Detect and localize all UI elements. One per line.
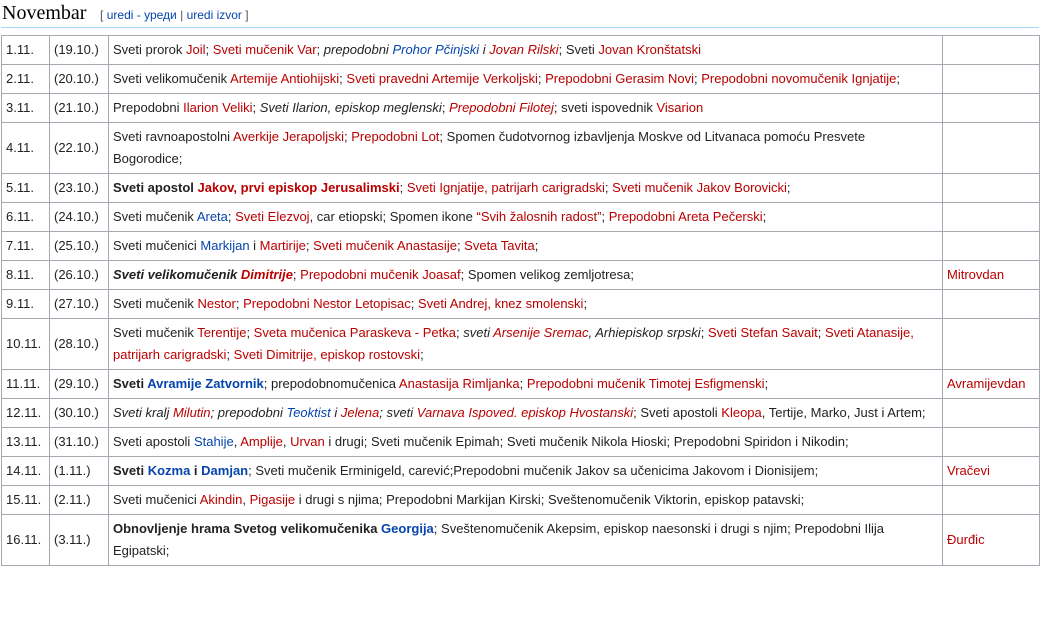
description-text: ; sveti xyxy=(379,405,417,420)
old-style-date: (29.10.) xyxy=(50,370,109,399)
saint-link[interactable]: Jovan Kronštatski xyxy=(598,42,701,57)
saints-description xyxy=(109,399,943,428)
new-style-date: 5.11. xyxy=(2,174,50,203)
description-text: i xyxy=(479,42,490,57)
description-text: ; xyxy=(399,180,407,195)
calendar-row xyxy=(2,123,1040,174)
description-text: Sveti prorok xyxy=(113,42,186,57)
description-text: ; xyxy=(410,296,418,311)
saint-link[interactable]: Arsenije Sremac xyxy=(493,325,589,340)
description-text: ; prepodobni xyxy=(210,405,287,420)
calendar-row xyxy=(2,319,1040,370)
saint-link[interactable]: Sveti pravedni Artemije Verkoljski xyxy=(346,71,538,86)
saints-description xyxy=(109,457,943,486)
new-style-date: 4.11. xyxy=(2,123,50,174)
edit-link[interactable]: uredi - уреди xyxy=(106,8,177,22)
old-style-date: (22.10.) xyxy=(50,123,109,174)
saints-description xyxy=(109,232,943,261)
saint-link[interactable]: Amplije xyxy=(240,434,283,449)
saint-link[interactable]: Sveti Andrej, knez smolenski xyxy=(417,296,584,311)
description-text: ; xyxy=(896,71,900,86)
feast-name xyxy=(943,65,1040,94)
saint-link[interactable]: Prepodobni novomučenik Ignjatije xyxy=(701,71,897,86)
description-text: i xyxy=(330,405,341,420)
feast-name xyxy=(943,203,1040,232)
description-text: ; Sveti mučenik Erminigeld, carević;Prepodobni mučenik Jakov sa učenicima Jakovom i Dionisijem; xyxy=(248,463,819,478)
feast-name xyxy=(943,232,1040,261)
saint-link[interactable]: Sveti mučenik Anastasije xyxy=(313,238,457,253)
saint-link[interactable]: Urvan xyxy=(290,434,325,449)
description-text: ; xyxy=(537,71,546,86)
description-text: ; xyxy=(583,296,588,311)
description-text: ; xyxy=(292,267,301,282)
saint-link[interactable]: Sveti Ignjatije, patrijarh carigradski xyxy=(406,180,605,195)
section-title: Novembar xyxy=(2,2,87,24)
saint-link[interactable]: Georgija xyxy=(381,521,434,536)
description-text: ; xyxy=(786,180,791,195)
feast-name xyxy=(943,290,1040,319)
saint-link[interactable]: Akindin xyxy=(199,492,243,507)
saint-link[interactable]: Varnava Ispoved. episkop Hvostanski xyxy=(416,405,634,420)
saint-link[interactable]: Averkije Jerapoljski xyxy=(232,129,344,144)
new-style-date: 15.11. xyxy=(2,486,50,515)
feast-link[interactable]: Đurđic xyxy=(947,532,985,547)
old-style-date: (1.11.) xyxy=(50,457,109,486)
description-text: ; xyxy=(558,42,566,57)
saints-description xyxy=(109,94,943,123)
saint-link[interactable]: Pigasije xyxy=(249,492,296,507)
saint-link[interactable]: Areta xyxy=(196,209,228,224)
description-text: Sveti mučenici xyxy=(113,238,201,253)
saint-link[interactable]: Prepodobni Filotej xyxy=(449,100,554,115)
description-text: Sveti mučenik xyxy=(113,296,198,311)
saint-link[interactable]: Avramije Zatvornik xyxy=(147,376,264,391)
saint-link[interactable]: Ilarion Veliki xyxy=(183,100,253,115)
new-style-date: 10.11. xyxy=(2,319,50,370)
description-text: Sveti xyxy=(113,376,148,391)
new-style-date: 13.11. xyxy=(2,428,50,457)
saints-description xyxy=(109,515,943,566)
separator: | xyxy=(180,8,184,22)
edit-section-links xyxy=(100,8,249,22)
feast-name xyxy=(943,319,1040,370)
description-text: ; xyxy=(305,238,314,253)
description-text: Sveti mučenici xyxy=(113,492,200,507)
description-text: ; xyxy=(764,376,769,391)
description-text: Sveti mučenik xyxy=(113,325,198,340)
description-text: ; xyxy=(246,325,254,340)
feast-link[interactable]: Avramijevdan xyxy=(947,376,1026,391)
feast-link[interactable]: Mitrovdan xyxy=(947,267,1005,282)
description-text: , xyxy=(233,434,241,449)
old-style-date: (25.10.) xyxy=(50,232,109,261)
calendar-row xyxy=(2,174,1040,203)
saint-link[interactable]: Damjan xyxy=(201,463,249,478)
saint-link[interactable]: Martirije xyxy=(259,238,306,253)
description-text: ; xyxy=(226,347,234,362)
description-text: ; xyxy=(693,71,702,86)
description-text: prepodobni xyxy=(323,42,393,57)
saint-link[interactable]: Artemije Antiohijski xyxy=(230,71,340,86)
old-style-date: (26.10.) xyxy=(50,261,109,290)
section-heading xyxy=(1,0,1039,28)
saints-description xyxy=(109,65,943,94)
description-text: Sveti velikomučenik xyxy=(113,71,231,86)
saint-link[interactable]: Sveta mučenica Paraskeva - Petka xyxy=(253,325,456,340)
description-text: Obnovljenje hrama Svetog velikomučenika xyxy=(113,521,382,536)
calendar-row xyxy=(2,203,1040,232)
calendar-row xyxy=(2,515,1040,566)
bracket-open: [ xyxy=(100,8,104,22)
saints-description xyxy=(109,319,943,370)
saints-description xyxy=(109,123,943,174)
old-style-date: (28.10.) xyxy=(50,319,109,370)
old-style-date: (31.10.) xyxy=(50,428,109,457)
calendar-row xyxy=(2,486,1040,515)
calendar-table xyxy=(1,35,1040,566)
feast-name xyxy=(943,515,1040,566)
description-text: , xyxy=(242,492,250,507)
saint-link[interactable]: Prepodobni Areta Pečerski xyxy=(608,209,763,224)
calendar-row xyxy=(2,399,1040,428)
description-text: ; xyxy=(553,100,562,115)
new-style-date: 16.11. xyxy=(2,515,50,566)
saints-description xyxy=(109,290,943,319)
new-style-date: 1.11. xyxy=(2,36,50,65)
calendar-row xyxy=(2,428,1040,457)
new-style-date: 12.11. xyxy=(2,399,50,428)
saint-link[interactable]: Nestor xyxy=(197,296,236,311)
feast-name xyxy=(943,370,1040,399)
description-text: sveti ispovednik xyxy=(561,100,657,115)
description-text: ; xyxy=(420,347,424,362)
description-text: ; Spomen velikog zemljotresa; xyxy=(460,267,635,282)
calendar-row xyxy=(2,65,1040,94)
feast-name xyxy=(943,261,1040,290)
saint-link[interactable]: Prepodobni Nestor Letopisac xyxy=(243,296,411,311)
saint-link[interactable]: Jakov, prvi episkop Jerusalimski xyxy=(197,180,400,195)
new-style-date: 7.11. xyxy=(2,232,50,261)
feast-name xyxy=(943,399,1040,428)
bracket-close: ] xyxy=(245,8,249,22)
saint-link[interactable]: Milutin xyxy=(172,405,211,420)
calendar-row xyxy=(2,232,1040,261)
saint-link[interactable]: Kleopa xyxy=(721,405,762,420)
saint-link[interactable]: Sveta Tavita xyxy=(464,238,535,253)
description-text: ; xyxy=(316,42,324,57)
saints-description xyxy=(109,36,943,65)
old-style-date: (19.10.) xyxy=(50,36,109,65)
description-text: ; xyxy=(817,325,826,340)
description-text: ; Sveštenomučenik Akepsim, episkop naesonski i drugi s njim; Prepodobni Ilija Egipatski; xyxy=(113,521,884,558)
feast-name xyxy=(943,123,1040,174)
saint-link[interactable]: Jelena xyxy=(340,405,380,420)
feast-name xyxy=(943,36,1040,65)
description-text: ; xyxy=(534,238,539,253)
old-style-date: (24.10.) xyxy=(50,203,109,232)
calendar-body xyxy=(2,36,1040,566)
saint-link[interactable]: “Svih žalosnih radost” xyxy=(476,209,602,224)
saint-link[interactable]: Prepodobni Gerasim Novi xyxy=(545,71,694,86)
saints-description xyxy=(109,261,943,290)
saint-link[interactable]: Sveti Elezvoj xyxy=(235,209,310,224)
description-text: ; xyxy=(205,42,213,57)
calendar-row xyxy=(2,94,1040,123)
old-style-date: (23.10.) xyxy=(50,174,109,203)
saints-description xyxy=(109,174,943,203)
saint-link[interactable]: Teoktist xyxy=(286,405,331,420)
description-text: Sveti Ilarion, episkop meglenski xyxy=(259,100,442,115)
new-style-date: 8.11. xyxy=(2,261,50,290)
description-text: ; xyxy=(519,376,527,391)
description-text: ; xyxy=(439,129,447,144)
description-text: ; xyxy=(441,100,450,115)
description-text: i drugi; Sveti mučenik Epimah; Sveti mučenik Nikola Hioski; Prepodobni Spiridon i Nikodin; xyxy=(324,434,849,449)
old-style-date: (2.11.) xyxy=(50,486,109,515)
new-style-date: 14.11. xyxy=(2,457,50,486)
calendar-row xyxy=(2,36,1040,65)
saints-description xyxy=(109,486,943,515)
new-style-date: 9.11. xyxy=(2,290,50,319)
old-style-date: (3.11.) xyxy=(50,515,109,566)
saint-link[interactable]: Joil xyxy=(185,42,206,57)
calendar-row xyxy=(2,290,1040,319)
feast-name xyxy=(943,457,1040,486)
description-text: , Arhiepiskop srpski xyxy=(588,325,701,340)
description-text: Sveti apostoli xyxy=(640,405,722,420)
feast-name xyxy=(943,174,1040,203)
description-text: Sveti velikomučenik xyxy=(113,267,241,282)
description-text: ; xyxy=(604,180,613,195)
description-text: ; xyxy=(344,129,352,144)
description-text: Sveti xyxy=(565,42,599,57)
description-text: ; xyxy=(235,296,244,311)
description-text: i xyxy=(190,463,202,478)
saint-link[interactable]: Sveti Atanasije, patrijarh carigradski xyxy=(113,325,914,362)
description-text: ; xyxy=(456,238,465,253)
description-text: Sveti ravnoapostolni xyxy=(113,129,233,144)
saint-link[interactable]: Kozma xyxy=(147,463,191,478)
feast-link[interactable]: Vračevi xyxy=(947,463,990,478)
feast-name xyxy=(943,428,1040,457)
saint-link[interactable]: Sveti Stefan Savait xyxy=(707,325,818,340)
description-text: Sveti mučenik xyxy=(113,209,197,224)
description-text: ; xyxy=(700,325,708,340)
saint-link[interactable]: Sveti Dimitrije, episkop rostovski xyxy=(233,347,421,362)
new-style-date: 2.11. xyxy=(2,65,50,94)
old-style-date: (30.10.) xyxy=(50,399,109,428)
edit-source-link[interactable]: uredi izvor xyxy=(186,8,242,22)
saint-link[interactable]: Anastasija Rimljanka xyxy=(398,376,520,391)
saint-link[interactable]: Dimitrije xyxy=(240,267,293,282)
saint-link[interactable]: Prohor Pčinjski xyxy=(392,42,480,57)
feast-name xyxy=(943,94,1040,123)
description-text: i drugi s njima; Prepodobni Markijan Kirski; Sveštenomučenik Viktorin, episkop patavski; xyxy=(295,492,805,507)
new-style-date: 6.11. xyxy=(2,203,50,232)
description-text: , car etiopski; Spomen ikone xyxy=(309,209,477,224)
description-text: Spomen čudotvornog izbavljenja Moskve od Litvanaca pomoću Presvete Bogorodice; xyxy=(113,129,866,166)
description-text: i xyxy=(249,238,260,253)
description-text: ; xyxy=(762,209,767,224)
saint-link[interactable]: Visarion xyxy=(656,100,704,115)
description-text: ; xyxy=(252,100,260,115)
old-style-date: (27.10.) xyxy=(50,290,109,319)
new-style-date: 3.11. xyxy=(2,94,50,123)
description-text: Sveti kralj xyxy=(113,405,173,420)
description-text: ; xyxy=(339,71,347,86)
new-style-date: 11.11. xyxy=(2,370,50,399)
saint-link[interactable]: Prepodobni mučenik Joasaf xyxy=(300,267,461,282)
description-text: ; xyxy=(601,209,609,224)
saint-link[interactable]: Prepodobni mučenik Timotej Esfigmenski xyxy=(526,376,765,391)
calendar-row xyxy=(2,261,1040,290)
saint-link[interactable]: Terentije xyxy=(197,325,247,340)
description-text: sveti xyxy=(463,325,494,340)
calendar-row xyxy=(2,457,1040,486)
description-text: ; xyxy=(456,325,464,340)
old-style-date: (20.10.) xyxy=(50,65,109,94)
saints-description xyxy=(109,370,943,399)
saint-link[interactable]: Prepodobni Lot xyxy=(351,129,440,144)
saint-link[interactable]: Sveti mučenik Jakov Borovicki xyxy=(612,180,787,195)
description-text: ; xyxy=(227,209,236,224)
description-text: , Tertije, Marko, Just i Artem; xyxy=(761,405,926,420)
description-text: Sveti xyxy=(113,463,148,478)
saints-description xyxy=(109,203,943,232)
old-style-date: (21.10.) xyxy=(50,94,109,123)
feast-name xyxy=(943,486,1040,515)
calendar-row xyxy=(2,370,1040,399)
saint-link[interactable]: Sveti mučenik Var xyxy=(212,42,317,57)
saint-link[interactable]: Stahije xyxy=(193,434,234,449)
saint-link[interactable]: Markijan xyxy=(200,238,250,253)
saint-link[interactable]: Jovan Rilski xyxy=(489,42,559,57)
saints-description xyxy=(109,428,943,457)
description-text: Sveti apostoli xyxy=(113,434,194,449)
description-text: Sveti apostol xyxy=(113,180,198,195)
description-text: , xyxy=(282,434,291,449)
description-text: Prepodobni xyxy=(113,100,184,115)
description-text: ; prepodobnomučenica xyxy=(263,376,399,391)
description-text: ; xyxy=(633,405,641,420)
